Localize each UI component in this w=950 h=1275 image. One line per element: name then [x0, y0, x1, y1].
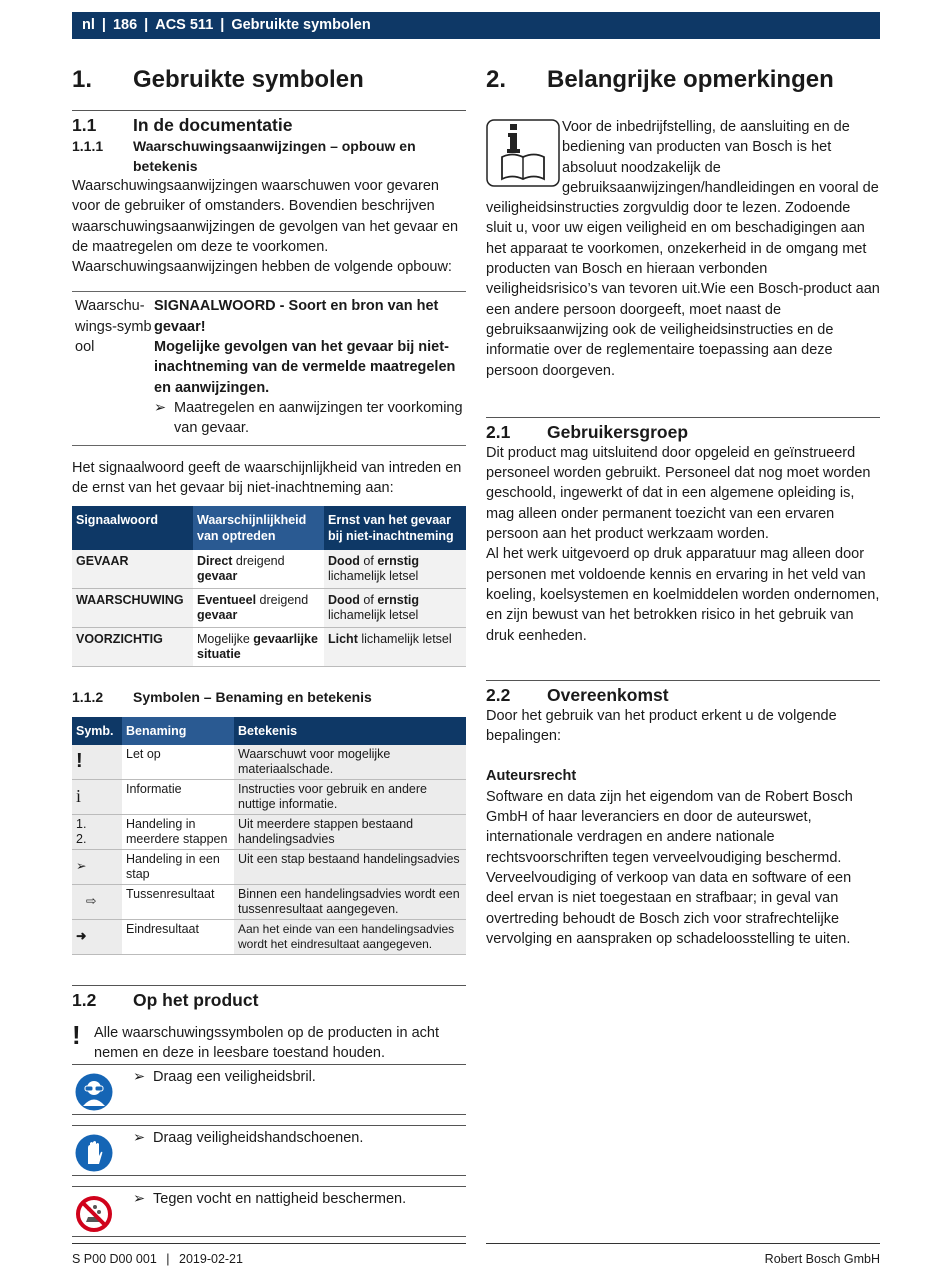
numbered-steps-icon: 1. 2. [72, 815, 122, 850]
arrow-icon: ➢ [133, 1129, 146, 1146]
table-header: Betekenis [234, 717, 466, 745]
user-group-text: Dit product mag uitsluitend door opgeleid en geïnstrueerd personeel worden gebruikt. Personeel dat nog moet worden geschoold, ingewerkt of dat in een algemene opleiding is, mag alleen onder permanent toezicht van een ervaren persoon aan het product werkzaam worden. [486, 444, 871, 543]
safety-gloves-icon [72, 1126, 133, 1175]
arrow-icon: ➢ [133, 1190, 146, 1207]
warning-consequence: Mogelijke gevolgen van het gevaar bij niet-inachtneming van de vermelde maatregelen en aanwijzingen. [154, 339, 456, 396]
section-1-1-2-heading: 1.1.2 Symbolen – Benaming en betekenis [72, 689, 372, 706]
footer-doc-number: S P00 D00 001 [72, 1252, 157, 1266]
section-1-2-heading: 1.2 Op het product [72, 990, 259, 1011]
product-note: ! Alle waarschuwingssymbolen op de producten in acht nemen en deze in leesbare toestand houden. [72, 1023, 466, 1064]
ppe-row-moisture: ➢ Tegen vocht en nattigheid beschermen. [72, 1186, 466, 1237]
table-header: Signaalwoord [72, 506, 193, 550]
ppe-row-glasses: ➢ Draag een veiligheidsbril. [72, 1064, 466, 1115]
copyright-heading: Auteursrecht [486, 768, 577, 785]
table-row: ⇨ Tussenresultaat Binnen een handelingsadvies wordt een tussenresultaat aangegeven. [72, 885, 466, 920]
warning-title: SIGNAALWOORD - Soort en bron van het gevaar! [154, 298, 439, 335]
table-row: VOORZICHTIG Mogelijke gevaarlijke situatie Licht lichamelijk letsel [72, 628, 466, 667]
ppe-row-gloves: ➢ Draag veiligheidshandschoenen. [72, 1125, 466, 1176]
exclamation-icon: ! [72, 745, 122, 780]
important-notes-block: Voor de inbedrijfstelling, de aansluiting en de bediening van producten van Bosch is het absoluut noodzakelijk de gebruiksaanwijzingen/handleidingen en vooral de veiligheidsinstructies zorgvuldig door te lezen. Zodoende sluit u, voor uw eigen veiligheid en om beschadigingen aan het apparaat te voorkomen, onzekerheid in de omgang met producten van Bosch en hieraan verbonden veiligheidsrisico’s van tevoren uit.Wie een Bosch-product aan een andere persoon doorgeeft, moet naast de gebruiksaanwijzing ook de veiligheidsinstructies en de informatie over de reglementaire toepassing aan deze persoon doorgeven. [486, 119, 880, 379]
section-2-heading: 2. Belangrijke opmerkingen [486, 66, 834, 93]
table-header: Benaming [122, 717, 234, 745]
section-1-1-heading: 1.1 In de documentatie [72, 115, 293, 135]
section-1-1-1-heading: 1.1.1 Waarschuwingsaanwijzingen – opbouw en betekenis [72, 138, 416, 174]
right-column [486, 62, 880, 949]
signal-intro-text: Het signaalwoord geeft de waarschijnlijkheid van intreden en de ernst van het gevaar bij niet-inachtneming aan: [72, 459, 462, 496]
table-row: i Informatie Instructies voor gebruik en andere nuttige informatie. [72, 780, 466, 815]
table-header: Ernst van het gevaar bij niet-inachtneming [324, 506, 466, 550]
pressure-equipment-text: Al het werk uitgevoerd op druk apparatuur mag alleen door personen met voldoende kennis en ervaring in het veld van koeling, koelsystemen en koelmiddelen worden ondernomen, en zijn bewust van het betrokken risico in het gebruik van druk eenheden. [486, 546, 880, 644]
table-row: 1. 2. Handeling in meerdere stappen Uit meerdere stappen bestaand handelingsadvies [72, 815, 466, 850]
warning-symbol-label: Waarschu-wings-symbool [75, 298, 152, 356]
arrow-icon: ➢ [154, 399, 167, 416]
end-result-arrow-icon: ➜ [72, 920, 122, 955]
header-product: ACS 511 [155, 17, 214, 33]
header-lang: nl [82, 17, 95, 33]
intermediate-result-arrow-icon: ⇨ [72, 885, 122, 920]
copyright-text: Software en data zijn het eigendom van de Robert Bosch GmbH of haar leveranciers en door de auteurswet, internationale verdragen en andere nationale rechtsvoorschriften tegen verveelvoudiging beschermd. Verveelvoudiging of verkoop van data en software of een deel ervan is niet toegestaan en strafbaar; in geval van overtreding behoudt de Bosch zich voor strafrechtelijke vervolging en aanspraken op schadeloosstelling te uiten. [486, 788, 853, 947]
agreement-text: Door het gebruik van het product erkent u de volgende bepalingen: [486, 707, 837, 745]
section-2-1-heading: 2.1 Gebruikersgroep [486, 421, 689, 442]
table-header: Symb. [72, 717, 122, 745]
warning-intro-text: Waarschuwingsaanwijzingen waarschuwen voor gevaren voor de gebruiker of omstanders. Bovendien beschrijven waarschuwingsaanwijzingen de gevolgen van het gevaar en de maatregelen om deze te voorkomen. Waarschuwingsaanwijzingen hebben de volgende opbouw: [72, 178, 459, 276]
single-step-arrow-icon: ➢ [72, 850, 122, 885]
header-page: 186 [112, 17, 138, 33]
table-row: WAARSCHUWING Eventueel dreigend gevaar Dood of ernstig lichamelijk letsel [72, 589, 466, 628]
info-icon: i [72, 780, 122, 815]
section-2-2-heading: 2.2 Overeenkomst [486, 684, 669, 705]
table-row: GEVAAR Direct dreigend gevaar Dood of ernstig lichamelijk letsel [72, 550, 466, 589]
table-header: Waarschijnlijkheid van optreden [193, 506, 324, 550]
manual-info-icon [486, 119, 562, 189]
header-title: Gebruikte symbolen [231, 17, 371, 33]
safety-glasses-icon [72, 1065, 133, 1114]
warning-measure: Maatregelen en aanwijzingen ter voorkoming van gevaar. [174, 399, 463, 437]
table-row: ➜ Eindresultaat Aan het einde van een handelingsadvies wordt het eindresultaat aangegeven. [72, 920, 466, 955]
table-row: ! Let op Waarschuwt voor mogelijke materiaalschade. [72, 745, 466, 780]
footer-left: S P00 D00 001 | 2019-02-21 [72, 1243, 466, 1266]
table-row: ➢ Handeling in een stap Uit een stap bestaand handelingsadvies [72, 850, 466, 885]
left-column [72, 62, 466, 1237]
warning-structure-box [72, 291, 466, 445]
page-header: nl | 186 | ACS 511 | Gebruikte symbolen [72, 12, 880, 39]
no-moisture-icon [72, 1187, 133, 1236]
symbol-table [72, 717, 466, 955]
footer-date: 2019-02-21 [179, 1252, 243, 1266]
signal-word-table [72, 506, 466, 667]
section-1-heading: 1. Gebruikte symbolen [72, 66, 364, 93]
footer-company: Robert Bosch GmbH [486, 1243, 880, 1266]
exclamation-icon: ! [72, 1020, 81, 1051]
arrow-icon: ➢ [133, 1068, 146, 1085]
